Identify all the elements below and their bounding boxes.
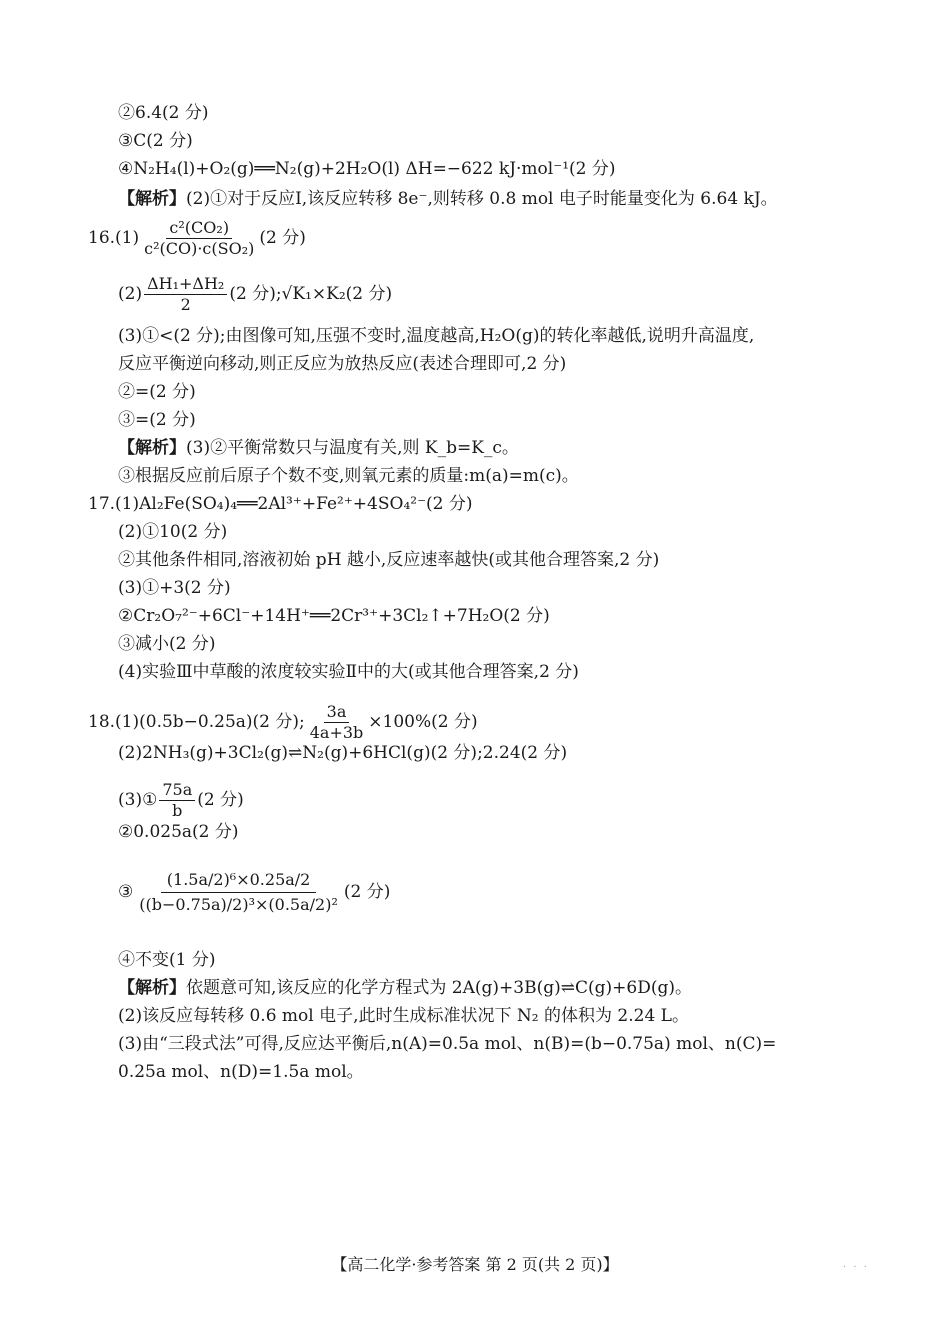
part-label: (2)	[118, 284, 143, 304]
analysis-label: 【解析】	[118, 978, 186, 998]
q15-part3-answer: ③C(2 分)	[118, 131, 193, 151]
part-prefix: (3)①	[118, 790, 158, 810]
q15-part4-answer: ④N₂H₄(l)+O₂(g)══N₂(g)+2H₂O(l) ΔH=−622 kJ·mol⁻¹(2 分)	[118, 159, 616, 179]
q17-part3-sub1: (3)①+3(2 分)	[118, 578, 231, 598]
fraction-denominator: c²(CO)·c(SO₂)	[144, 239, 255, 258]
part-prefix: ③	[118, 882, 134, 902]
q18-part1	[88, 702, 478, 743]
q17-part3-sub2: ②Cr₂O₇²⁻+6Cl⁻+14H⁺══2Cr³⁺+3Cl₂↑+7H₂O(2 分)	[118, 606, 550, 626]
question-number: 16.(1)	[88, 228, 140, 248]
q18-part3-sub1	[118, 780, 244, 821]
analysis-label: 【解析】	[118, 438, 186, 458]
fraction-numerator: c²(CO₂)	[166, 218, 232, 239]
q17-part4: (4)实验Ⅲ中草酸的浓度较实验Ⅱ中的大(或其他合理答案,2 分)	[118, 662, 579, 682]
kp-expression-fraction	[133, 870, 344, 915]
q18-analysis	[118, 977, 692, 999]
q16-analysis-line2: ③根据反应前后原子个数不变,则氧元素的质量:m(a)=m(c)。	[118, 466, 579, 486]
analysis-text: (2)①对于反应Ⅰ,该反应转移 8e⁻,则转移 0.8 mol 电子时能量变化为 6.64 kJ。	[186, 189, 778, 209]
fraction-denominator: 2	[180, 295, 191, 314]
fraction-numerator: 3a	[324, 702, 350, 723]
fraction-numerator: (1.5a/2)⁶×0.25a/2	[161, 870, 317, 893]
q16-part3-sub3: ③=(2 分)	[118, 410, 196, 430]
q16-part3-line1: (3)①<(2 分);由图像可知,压强不变时,温度越高,H₂O(g)的转化率越低,说明升高温度,	[118, 326, 755, 346]
fraction-numerator: ΔH₁+ΔH₂	[144, 274, 227, 295]
page-footer: 【高二化学·参考答案 第 2 页(共 2 页)】	[331, 1255, 619, 1274]
q16-analysis	[118, 437, 519, 459]
analysis-text: 依题意可知,该反应的化学方程式为 2A(g)+3B(g)⇌C(g)+6D(g)。	[186, 978, 692, 998]
q15-analysis	[118, 188, 778, 210]
q18-analysis-line2: (2)该反应每转移 0.6 mol 电子,此时生成标准状况下 N₂ 的体积为 2.24 L。	[118, 1006, 689, 1026]
part-rest: (2 分)	[343, 882, 391, 902]
q18-part2: (2)2NH₃(g)+3Cl₂(g)⇌N₂(g)+6HCl(g)(2 分);2.24(2 分)	[118, 743, 568, 763]
score: (2 分)	[259, 228, 306, 248]
q17-part2-sub2: ②其他条件相同,溶液初始 pH 越小,反应速率越快(或其他合理答案,2 分)	[118, 550, 660, 570]
q18-part3-sub4: ④不变(1 分)	[118, 950, 216, 970]
part-rest: ×100%(2 分)	[368, 712, 478, 732]
fraction-denominator: 4a+3b	[309, 723, 364, 742]
corner-dots: · · ·	[843, 1262, 869, 1273]
q16-part2	[118, 274, 392, 315]
fraction-denominator: ((b−0.75a)/2)³×(0.5a/2)²	[139, 895, 338, 914]
q16-part3-sub2: ②=(2 分)	[118, 382, 196, 402]
q17-part3-sub3: ③减小(2 分)	[118, 634, 216, 654]
part-rest: (2 分)	[197, 790, 244, 810]
q18-analysis-line3: (3)由“三段式法”可得,反应达平衡后,n(A)=0.5a mol、n(B)=(b−0.75a) mol、n(C)=	[118, 1034, 777, 1054]
conversion-fraction	[307, 702, 367, 743]
equilibrium-constant-fraction	[141, 218, 257, 259]
analysis-label: 【解析】	[118, 189, 186, 209]
part-rest: (2 分);√K₁×K₂(2 分)	[229, 284, 393, 304]
q16-part3-line2: 反应平衡逆向移动,则正反应为放热反应(表述合理即可,2 分)	[118, 354, 567, 374]
part-prefix: 18.(1)(0.5b−0.25a)(2 分);	[88, 712, 305, 732]
fraction-numerator: 75a	[159, 780, 195, 801]
rate-fraction	[159, 780, 195, 821]
fraction-denominator: b	[172, 801, 183, 820]
analysis-text: (3)②平衡常数只与温度有关,则 K_b=K_c。	[186, 438, 519, 458]
q16-part1	[88, 218, 306, 259]
enthalpy-fraction	[144, 274, 227, 315]
q18-analysis-line4: 0.25a mol、n(D)=1.5a mol。	[118, 1062, 364, 1082]
q15-part2-answer: ②6.4(2 分)	[118, 103, 209, 123]
q17-part2-sub1: (2)①10(2 分)	[118, 522, 228, 542]
q18-part3-sub3	[118, 870, 390, 915]
q17-part1: 17.(1)Al₂Fe(SO₄)₄══2Al³⁺+Fe²⁺+4SO₄²⁻(2 分)	[88, 494, 473, 514]
q18-part3-sub2: ②0.025a(2 分)	[118, 822, 239, 842]
